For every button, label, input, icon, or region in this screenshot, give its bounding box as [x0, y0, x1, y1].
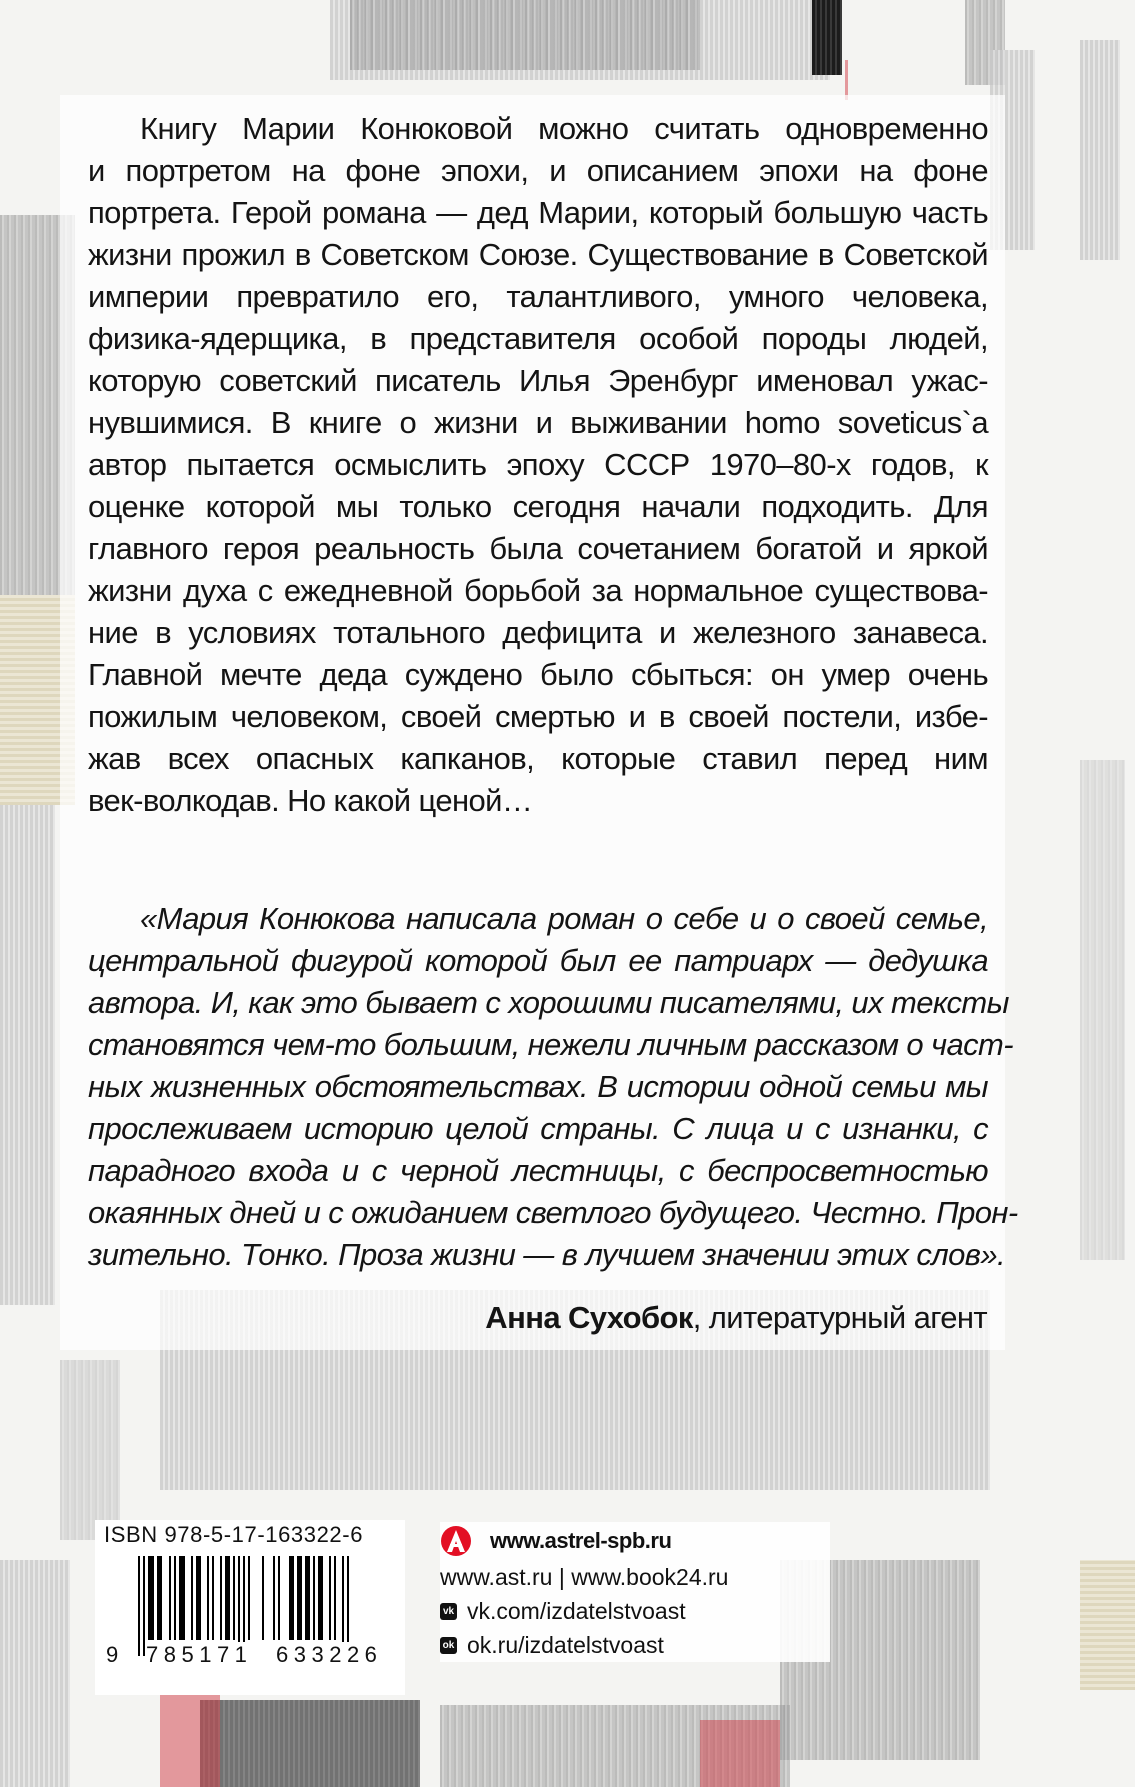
- description-line: оценке которой мы только сегодня начали подходить. Для: [88, 489, 988, 524]
- vk-link[interactable]: vk.com/izdatelstvoast: [467, 1597, 686, 1624]
- sites-link[interactable]: www.ast.ru | www.book24.ru: [440, 1563, 729, 1590]
- description-line: Книгу Марии Конюковой можно считать одновременно: [140, 111, 988, 146]
- quote-line: «Мария Конюкова написала роман о себе и о своей семье,: [140, 901, 988, 936]
- publisher-links: [440, 1522, 830, 1662]
- quote-attribution: [485, 1300, 987, 1336]
- review-quote: [88, 898, 1018, 1276]
- quote-author-name: Анна Сухобок: [485, 1300, 693, 1335]
- vk-icon: vk: [440, 1603, 457, 1620]
- description-line: Главной мечте деда суждено было сбыться: он умер очень: [88, 657, 988, 692]
- description-line: жизни прожил в Советском Союзе. Существование в Советской: [88, 237, 988, 272]
- description-line: пожилым человеком, своей смертью и в своей постели, избе-: [88, 699, 988, 734]
- barcode-digits-right: 633226: [276, 1642, 383, 1667]
- description-line: портрета. Герой романа — дед Марии, который большую часть: [88, 195, 988, 230]
- barcode: [138, 1556, 400, 1656]
- ok-icon: ok: [440, 1637, 457, 1654]
- description-line: и портретом на фоне эпохи, и описанием эпохи на фоне: [88, 153, 988, 188]
- vk-row[interactable]: [440, 1594, 830, 1628]
- description-line: империи превратило его, талантливого, умного человека,: [88, 279, 988, 314]
- description-line: автор пытается осмыслить эпоху СССР 1970–80-х годов, к: [88, 447, 988, 482]
- isbn-label: ISBN 978-5-17-163322-6: [104, 1522, 364, 1547]
- quote-line: прослеживаем историю целой страны. С лица и с изнанки, с: [88, 1111, 988, 1146]
- publisher-main-site[interactable]: [440, 1522, 830, 1560]
- ok-row[interactable]: [440, 1628, 830, 1662]
- description-line: которую советский писатель Илья Эренбург именовал ужас-: [88, 363, 988, 398]
- description-line: жизни духа с ежедневной борьбой за нормальное существова-: [88, 573, 988, 608]
- quote-line: окаянных дней и с ожиданием светлого будущего. Честно. Прон-: [88, 1195, 1018, 1230]
- quote-author-role: , литературный агент: [692, 1300, 987, 1335]
- barcode-digits-left: 785171: [146, 1642, 253, 1667]
- description-line: главного героя реальность была сочетанием богатой и яркой: [88, 531, 988, 566]
- quote-line: центральной фигурой которой был ее патриарх — дедушка: [88, 943, 988, 978]
- quote-line: парадного входа и с черной лестницы, с беспросветностью: [88, 1153, 988, 1188]
- main-site-link[interactable]: www.astrel-spb.ru: [490, 1528, 672, 1553]
- ok-link[interactable]: ok.ru/izdatelstvoast: [467, 1631, 664, 1658]
- publisher-sites[interactable]: [440, 1560, 830, 1594]
- quote-line: становятся чем-то большим, нежели личным рассказом о част-: [88, 1027, 1013, 1062]
- ast-logo-icon: [440, 1525, 472, 1557]
- quote-line: зительно. Тонко. Проза жизни — в лучшем значении этих слов».: [88, 1237, 1006, 1272]
- barcode-digit-first: 9: [106, 1642, 124, 1667]
- description-line: жав всех опасных капканов, которые ставил перед ним: [88, 741, 988, 776]
- description-line: нувшимися. В книге о жизни и выживании homo soveticus`a: [88, 405, 988, 440]
- book-description: [88, 108, 988, 822]
- quote-line: ных жизненных обстоятельствах. В истории одной семьи мы: [88, 1069, 988, 1104]
- description-line: век-волкодав. Но какой ценой…: [88, 783, 533, 818]
- description-line: ние в условиях тотального дефицита и железного занавеса.: [88, 615, 988, 650]
- quote-line: автора. И, как это бывает с хорошими писателями, их тексты: [88, 985, 1009, 1020]
- description-line: физика-ядерщика, в представителя особой породы людей,: [88, 321, 988, 356]
